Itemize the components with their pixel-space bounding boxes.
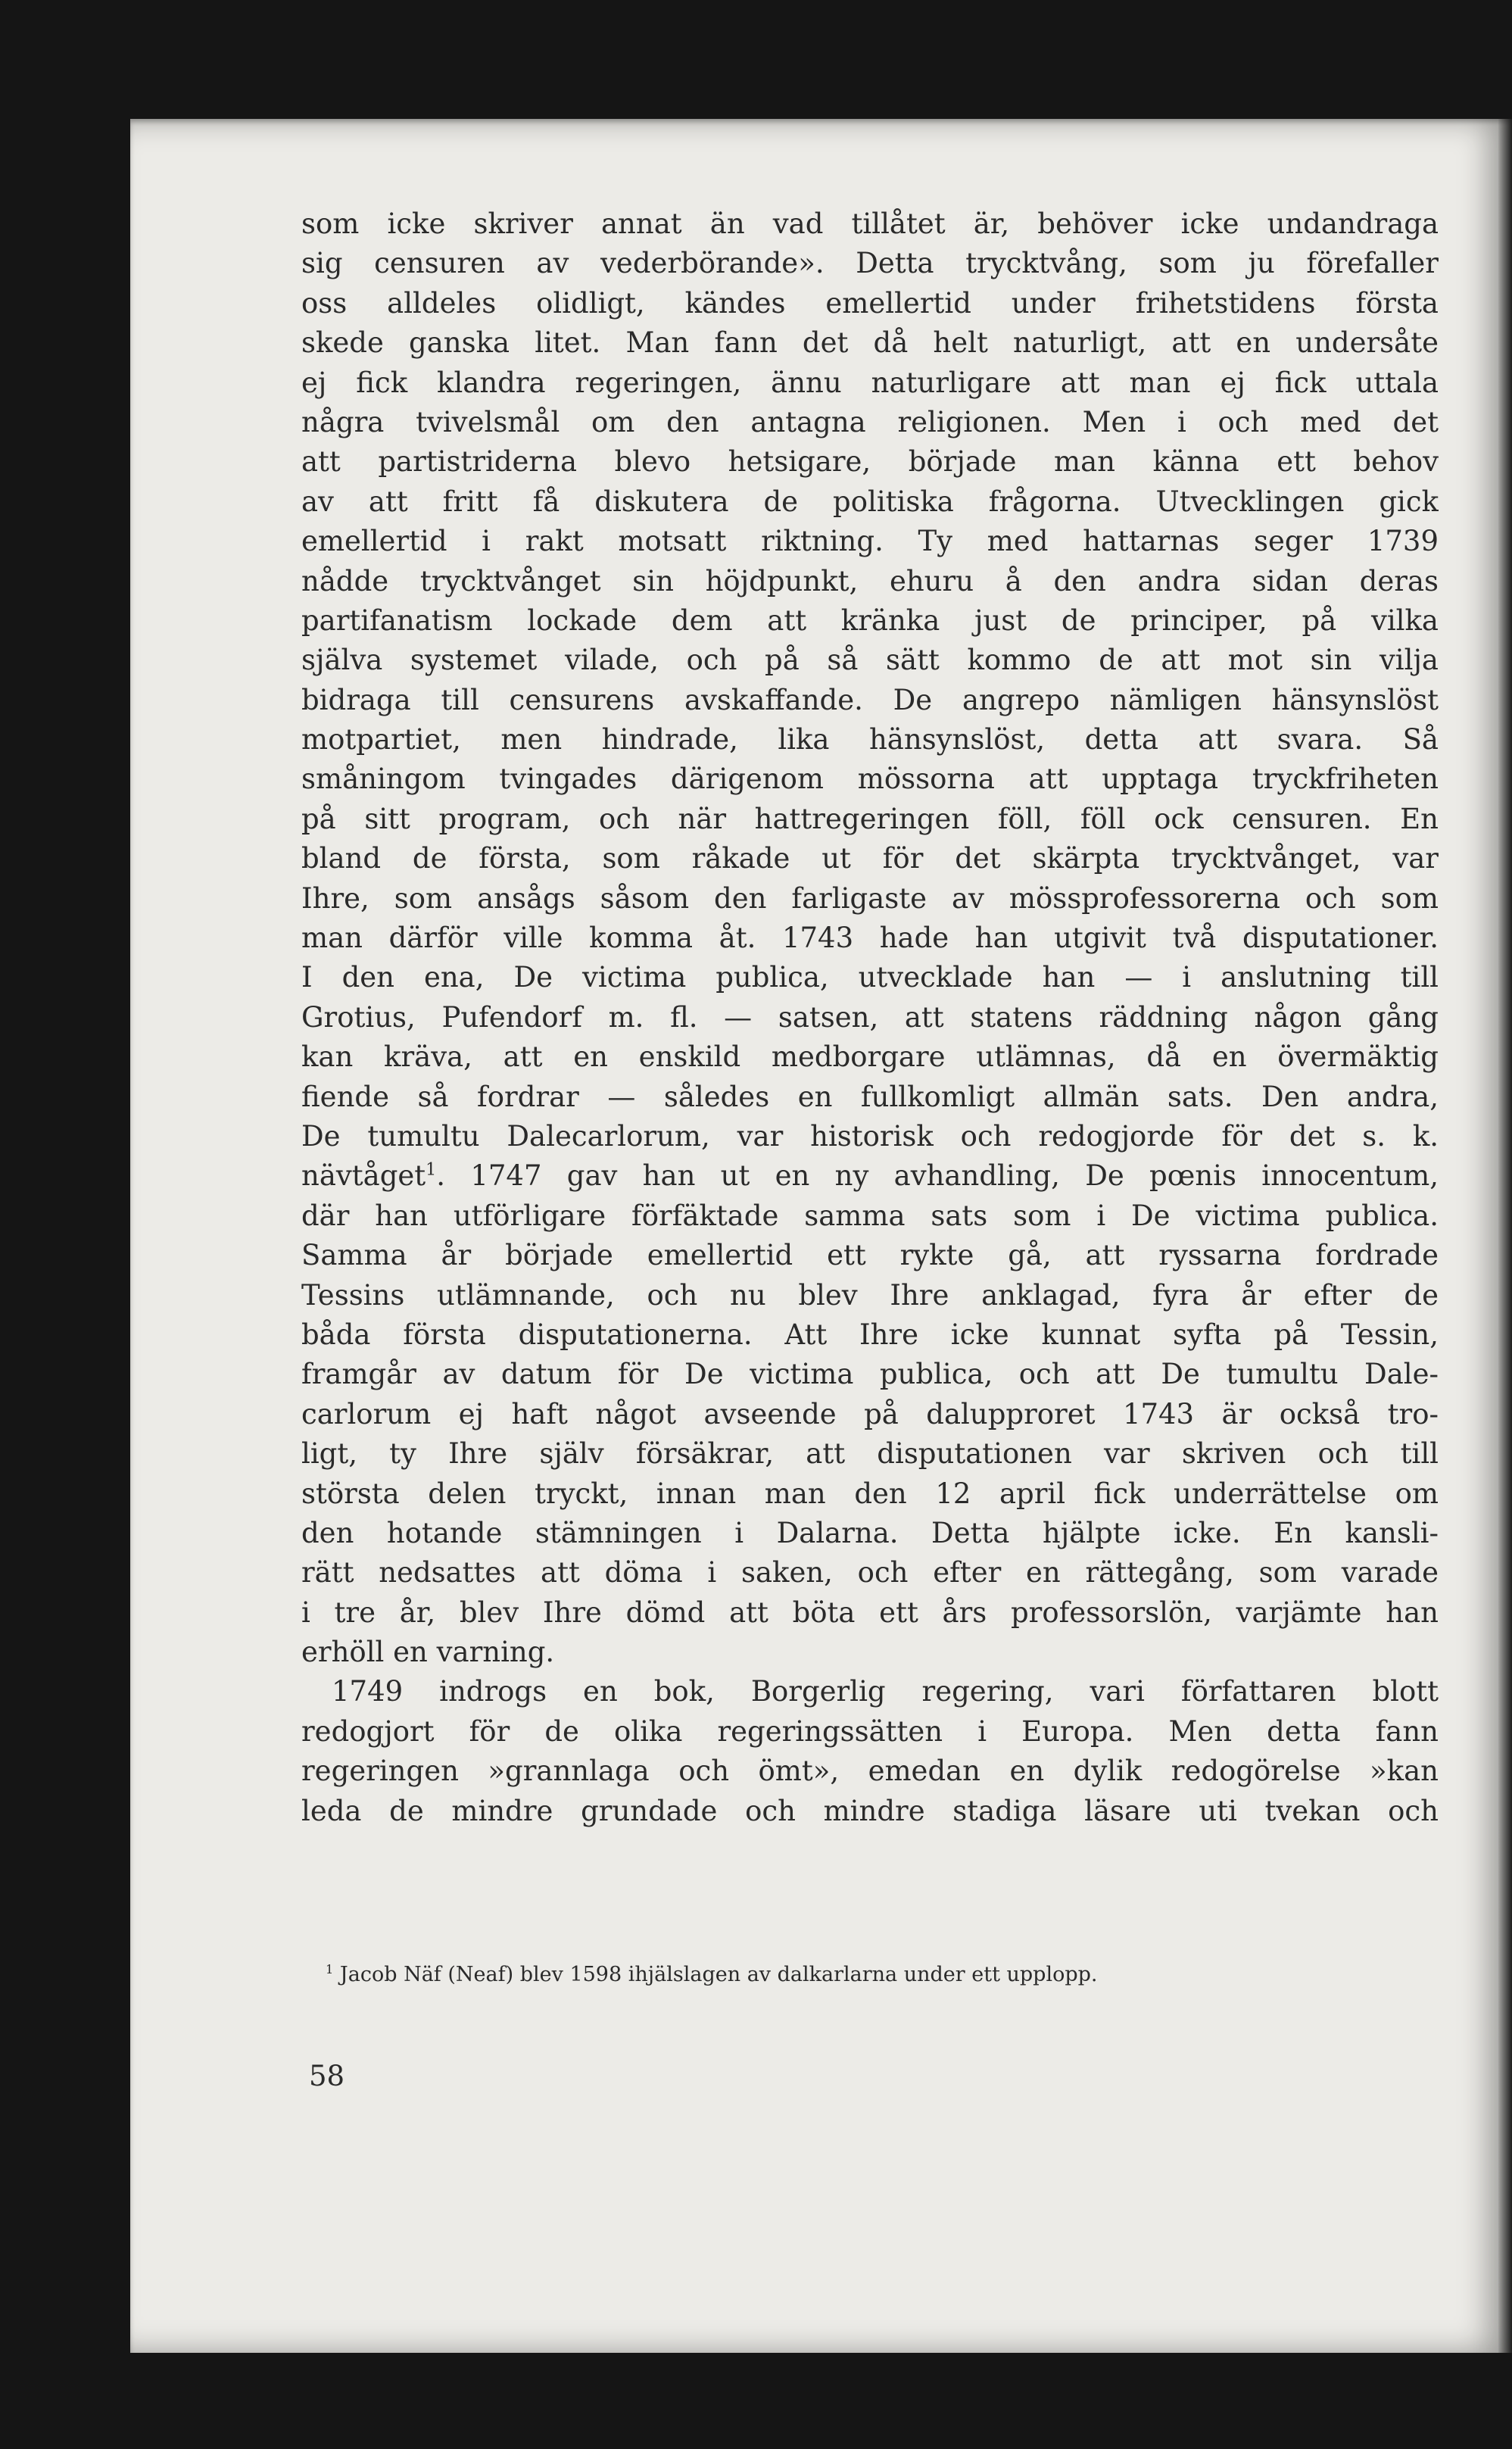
body-line: ej fick klandra regeringen, ännu naturligare att man ej fick uttala [301, 366, 1439, 399]
body-line-rest: . 1747 gav han ut en ny avhandling, De pœnis innocentum, [436, 1159, 1439, 1193]
body-line: motpartiet, men hindrade, lika hänsynslöst, detta att svara. Så [301, 723, 1439, 757]
body-line: själva systemet vilade, och på så sätt kommo de att mot sin vilja [301, 644, 1439, 677]
body-line: I den ena, De victima publica, utvecklade han — i anslutning till [301, 961, 1439, 994]
body-line: nådde trycktvånget sin höjdpunkt, ehuru å den andra sidan deras [301, 564, 1439, 597]
body-text [301, 204, 1439, 1831]
body-line: regeringen »grannlaga och ömt», emedan en dylik redogörelse »kan [301, 1755, 1439, 1788]
body-line: som icke skriver annat än vad tillåtet är, behöver icke undandraga [301, 207, 1439, 240]
body-line: småningom tvingades därigenom mössorna att upptaga tryckfriheten [301, 763, 1439, 796]
body-line: De tumultu Dalecarlorum, var historisk och redogjorde för det s. k. [301, 1119, 1439, 1153]
page-edge-shadow [1498, 119, 1512, 2353]
body-line: Ihre, som ansågs såsom den farligaste av mössprofessorerna och som [301, 881, 1439, 915]
body-line-start: nävtåget [301, 1159, 426, 1193]
body-line: Tessins utlämnande, och nu blev Ihre anklagad, fyra år efter de [301, 1278, 1439, 1312]
body-line: Grotius, Pufendorf m. fl. — satsen, att statens räddning någon gång [301, 1000, 1439, 1034]
body-line: fiende så fordrar — således en fullkomligt allmän sats. Den andra, [301, 1080, 1439, 1113]
body-line: där han utförligare förfäktade samma sats som i De victima publica. [301, 1199, 1439, 1232]
body-line: största delen tryckt, innan man den 12 april fick underrättelse om [301, 1477, 1439, 1510]
footnote [326, 1961, 1386, 1989]
body-line-with-footnote [301, 1156, 1439, 1196]
body-line: redogjort för de olika regeringssätten i Europa. Men detta fann [301, 1714, 1439, 1748]
body-line: att partistriderna blevo hetsigare, började man känna ett behov [301, 445, 1439, 479]
body-line: 1749 indrogs en bok, Borgerlig regering, vari författaren blott [332, 1675, 1439, 1708]
body-line: partifanatism lockade dem att kränka just de principer, på vilka [301, 604, 1439, 637]
body-line: leda de mindre grundade och mindre stadiga läsare uti tvekan och [301, 1794, 1439, 1827]
body-line: framgår av datum för De victima publica, och att De tumultu Dale- [301, 1358, 1439, 1391]
body-line: erhöll en varning. [301, 1636, 555, 1669]
body-line: sig censuren av vederbörande». Detta trycktvång, som ju förefaller [301, 247, 1439, 280]
body-line: man därför ville komma åt. 1743 hade han utgivit två disputationer. [301, 922, 1439, 955]
body-line: ligt, ty Ihre själv försäkrar, att disputationen var skriven och till [301, 1437, 1439, 1471]
body-line: emellertid i rakt motsatt riktning. Ty med hattarnas seger 1739 [301, 525, 1439, 558]
body-line: i tre år, blev Ihre dömd att böta ett års professorslön, varjämte han [301, 1596, 1439, 1629]
body-line: bidraga till censurens avskaffande. De angrepo nämligen hänsynslöst [301, 683, 1439, 716]
footnote-reference: 1 [426, 1160, 437, 1181]
body-line: rätt nedsattes att döma i saken, och efter en rättegång, som varade [301, 1556, 1439, 1590]
body-line: bland de första, som råkade ut för det skärpta trycktvånget, var [301, 842, 1439, 875]
body-line: Samma år började emellertid ett rykte gå, att ryssarna fordrade [301, 1239, 1439, 1272]
body-line: på sitt program, och när hattregeringen föll, föll ock censuren. En [301, 802, 1439, 835]
body-line: skede ganska litet. Man fann det då helt naturligt, att en undersåte [301, 326, 1439, 360]
footnote-marker: 1 [326, 1962, 334, 1976]
body-line: den hotande stämningen i Dalarna. Detta hjälpte icke. En kansli- [301, 1516, 1439, 1549]
body-line: carlorum ej haft något avseende på dalupproret 1743 är också tro- [301, 1397, 1439, 1430]
body-line: några tvivelsmål om den antagna religionen. Men i och med det [301, 405, 1439, 438]
body-line: kan kräva, att en enskild medborgare utlämnas, då en övermäktig [301, 1040, 1439, 1074]
body-line: av att fritt få diskutera de politiska frågorna. Utvecklingen gick [301, 485, 1439, 518]
page-number: 58 [309, 2060, 345, 2092]
body-line: båda första disputationerna. Att Ihre icke kunnat syfta på Tessin, [301, 1318, 1439, 1351]
body-line: oss alldeles olidligt, kändes emellertid under frihetstidens första [301, 286, 1439, 320]
footnote-text: Jacob Näf (Neaf) blev 1598 ihjälslagen av dalkarlarna under ett upplopp. [339, 1963, 1098, 1986]
